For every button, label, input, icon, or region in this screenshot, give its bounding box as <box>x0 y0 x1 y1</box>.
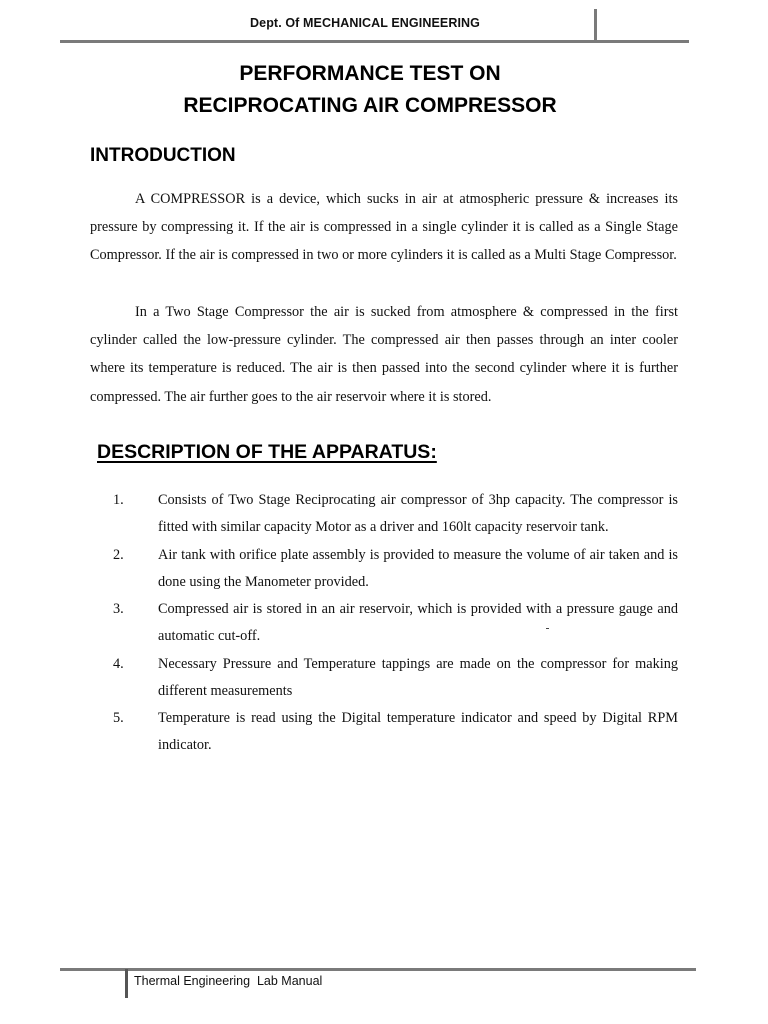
list-item-number: 3. <box>113 601 124 617</box>
footer-rule <box>60 968 696 971</box>
list-item-number: 2. <box>113 547 124 563</box>
list-item-text: Air tank with orifice plate assembly is provided to measure the volume of air taken and is done using the Manometer provided. <box>158 547 678 590</box>
stray-mark <box>546 628 549 629</box>
list-item-number: 4. <box>113 656 124 672</box>
page-title-line-1: PERFORMANCE TEST ON <box>239 62 501 85</box>
header-rule <box>60 40 689 43</box>
introduction-paragraph-1: A COMPRESSOR is a device, which sucks in air at atmospheric pressure & increases its pressure by compressing it. If the air is compressed in a single cylinder it is called as a Single Stage Compressor. If the air is compressed in two or more cylinders it is called as a Multi Stage Compressor. <box>90 191 678 264</box>
footer-manual-title: Thermal Engineering Lab Manual <box>134 974 323 988</box>
footer-vertical-divider <box>125 969 128 998</box>
list-item-number: 5. <box>113 710 124 726</box>
list-item-text: Necessary Pressure and Temperature tappings are made on the compressor for making different measurements <box>158 656 678 699</box>
introduction-heading: INTRODUCTION <box>90 145 236 166</box>
list-item-text: Consists of Two Stage Reciprocating air compressor of 3hp capacity. The compressor is fitted with similar capacity Motor as a driver and 160lt capacity reservoir tank. <box>158 492 678 535</box>
list-item-number: 1. <box>113 492 124 508</box>
list-item-text: Temperature is read using the Digital temperature indicator and speed by Digital RPM indicator. <box>158 710 678 753</box>
list-item-text: Compressed air is stored in an air reservoir, which is provided with a pressure gauge and automatic cut-off. <box>158 601 678 644</box>
page-title-line-2: RECIPROCATING AIR COMPRESSOR <box>183 94 557 117</box>
apparatus-heading: DESCRIPTION OF THE APPARATUS: <box>97 441 437 463</box>
introduction-paragraph-2: In a Two Stage Compressor the air is sucked from atmosphere & compressed in the first cylinder called the low-pressure cylinder. The compressed air then passes through an inter cooler where its temperature is reduced. The air is then passed into the second cylinder where it is further compressed. The air further goes to the air reservoir where it is stored. <box>90 304 678 405</box>
header-department: Dept. Of MECHANICAL ENGINEERING <box>250 16 480 30</box>
